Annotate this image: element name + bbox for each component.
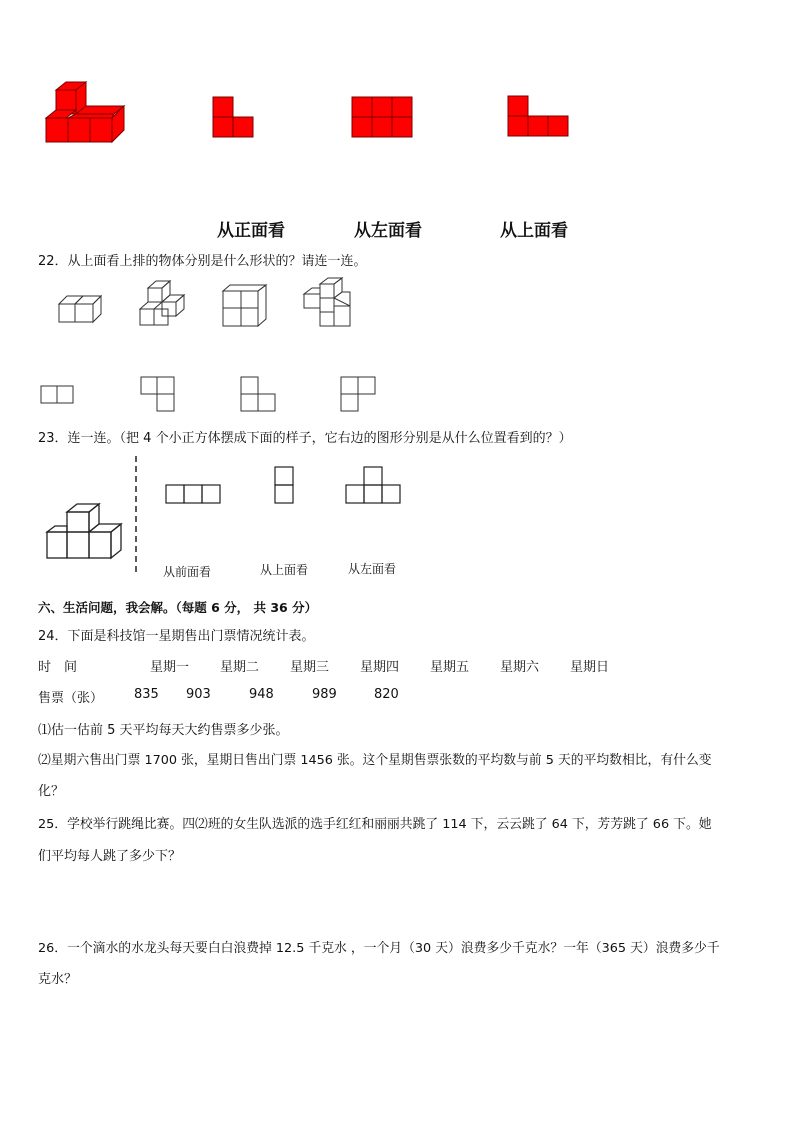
table-cell: 903 xyxy=(186,687,211,702)
question-23: 23．连一连。（把 4 个小正方体摆成下面的样子，它右边的图形分别是从什么位置看到的？） xyxy=(38,431,572,446)
label-front-view: 从正面看 xyxy=(217,221,285,241)
table-header-day: 星期四 xyxy=(360,660,400,675)
label-left-view: 从左面看 xyxy=(354,221,422,241)
question-25-line-2: 们平均每人跳了多少下？ xyxy=(38,849,182,864)
table-header-day: 星期三 xyxy=(290,660,330,675)
q23-view-t-shape xyxy=(345,466,405,506)
table-cell: 820 xyxy=(374,687,399,702)
table-row-label-tickets: 售票（张） xyxy=(38,691,104,706)
red-solid-figure xyxy=(40,80,140,150)
q22-view-2 xyxy=(140,376,180,416)
table-cell: 948 xyxy=(249,687,274,702)
q23-view-row xyxy=(165,484,223,506)
q22-solid-1 xyxy=(55,292,105,328)
red-left-view xyxy=(351,96,415,140)
question-26-line-1: 26．一个滴水的水龙头每天要白白浪费掉 12.5 千克水 ，一个月（30 天）浪费多少千克水？一年（365 天）浪费多少千 xyxy=(38,941,720,956)
section-6-heading: 六、生活问题，我会解。（每题 6 分， 共 36 分） xyxy=(38,600,318,615)
red-front-view xyxy=(212,96,256,140)
label-top-view: 从上面看 xyxy=(500,221,568,241)
q22-solid-4 xyxy=(300,276,356,330)
q23-label-front: 从前面看 xyxy=(163,565,212,579)
table-header-day: 星期一 xyxy=(150,660,190,675)
question-24-sub-2-line-2: 化？ xyxy=(38,784,65,799)
table-header-day: 星期五 xyxy=(430,660,470,675)
q22-view-1 xyxy=(40,385,76,407)
q22-view-4 xyxy=(340,376,380,416)
table-header-day: 星期六 xyxy=(500,660,540,675)
question-24-intro: 24．下面是科技馆一星期售出门票情况统计表。 xyxy=(38,629,315,644)
table-row-label-time: 时 间 xyxy=(38,660,78,675)
table-header-day: 星期日 xyxy=(570,660,610,675)
question-24-sub-1: ⑴估一估前 5 天平均每天大约售票多少张。 xyxy=(38,723,289,738)
q23-label-top: 从上面看 xyxy=(260,563,309,577)
question-24-sub-2-line-1: ⑵星期六售出门票 1700 张，星期日售出门票 1456 张。这个星期售票张数的平均数与前 5 天的平均数相比，有什么变 xyxy=(38,753,712,768)
q23-solid xyxy=(45,500,125,566)
q23-view-column xyxy=(274,466,296,506)
q23-label-left: 从左面看 xyxy=(348,562,397,576)
table-cell: 835 xyxy=(134,687,159,702)
table-header-day: 星期二 xyxy=(220,660,260,675)
q22-view-3 xyxy=(240,376,280,416)
question-22: 22．从上面看上排的物体分别是什么形状的？请连一连。 xyxy=(38,254,367,269)
q22-solid-2 xyxy=(136,279,188,331)
table-cell: 989 xyxy=(312,687,337,702)
dashed-divider xyxy=(134,456,138,578)
q22-solid-3 xyxy=(220,283,270,329)
question-25-line-1: 25．学校举行跳绳比赛。四⑵班的女生队选派的选手红红和丽丽共跳了 114 下，云云跳了 64 下，芳芳跳了 66 下。她 xyxy=(38,817,712,832)
red-top-view xyxy=(507,95,571,139)
question-26-line-2: 克水？ xyxy=(38,972,78,987)
